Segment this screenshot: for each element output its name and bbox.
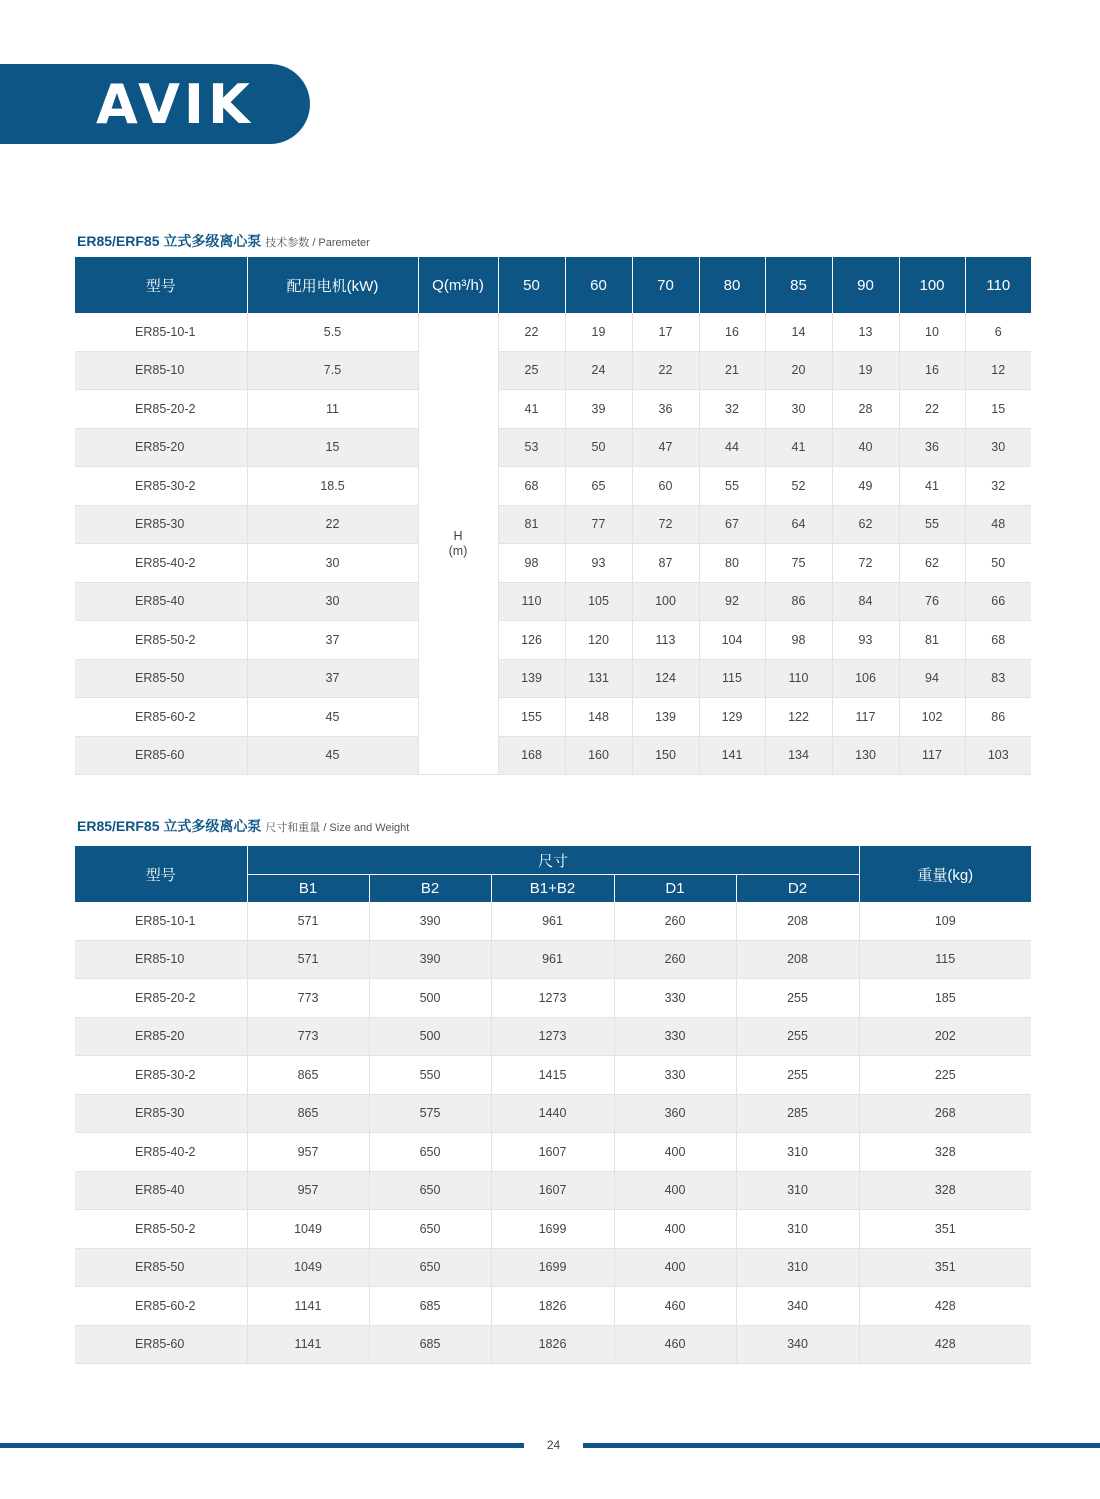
head-value-cell: 10 — [899, 313, 965, 351]
table-row — [75, 1248, 1031, 1287]
head-value-cell: 93 — [565, 544, 632, 583]
head-value-cell: 106 — [832, 659, 899, 698]
dimension-cell: 340 — [736, 1287, 859, 1326]
head-value-cell: 155 — [498, 698, 565, 737]
dimension-cell: 865 — [247, 1056, 369, 1095]
head-value-cell: 160 — [565, 736, 632, 775]
head-value-cell: 32 — [965, 467, 1031, 506]
dimension-cell: 1440 — [491, 1094, 614, 1133]
weight-cell: 115 — [859, 940, 1031, 979]
dimension-cell: 260 — [614, 940, 736, 979]
head-value-cell: 86 — [965, 698, 1031, 737]
weight-cell: 351 — [859, 1210, 1031, 1249]
dimension-cell: 255 — [736, 979, 859, 1018]
model-cell: ER85-60 — [75, 1325, 247, 1364]
dimension-cell: 1049 — [247, 1210, 369, 1249]
head-value-cell: 98 — [765, 621, 832, 660]
head-value-cell: 17 — [632, 313, 699, 351]
head-value-cell: 81 — [498, 505, 565, 544]
head-value-cell: 41 — [899, 467, 965, 506]
dimension-cell: 208 — [736, 902, 859, 940]
head-value-cell: 72 — [832, 544, 899, 583]
head-value-cell: 50 — [565, 428, 632, 467]
dimension-cell: 650 — [369, 1171, 491, 1210]
motor-cell: 45 — [247, 698, 418, 737]
parameter-title-sub: 技术参数 / Paremeter — [265, 237, 370, 249]
head-value-cell: 87 — [632, 544, 699, 583]
head-value-cell: 39 — [565, 390, 632, 429]
head-value-cell: 36 — [899, 428, 965, 467]
dimension-cell: 650 — [369, 1133, 491, 1172]
header-dim: D1 — [614, 875, 736, 903]
motor-cell: 18.5 — [247, 467, 418, 506]
motor-cell: 11 — [247, 390, 418, 429]
weight-cell: 268 — [859, 1094, 1031, 1133]
size-section-title — [77, 816, 409, 836]
head-value-cell: 22 — [899, 390, 965, 429]
head-value-cell: 55 — [699, 467, 765, 506]
model-cell: ER85-40 — [75, 1171, 247, 1210]
weight-cell: 328 — [859, 1171, 1031, 1210]
model-cell: ER85-40-2 — [75, 1133, 247, 1172]
head-value-cell: 20 — [765, 351, 832, 390]
dimension-cell: 1826 — [491, 1287, 614, 1326]
dimension-cell: 208 — [736, 940, 859, 979]
dimension-cell: 330 — [614, 1056, 736, 1095]
size-title-sub: 尺寸和重量 / Size and Weight — [265, 822, 410, 834]
dimension-cell: 550 — [369, 1056, 491, 1095]
dimension-cell: 571 — [247, 902, 369, 940]
dimension-cell: 390 — [369, 902, 491, 940]
head-value-cell: 47 — [632, 428, 699, 467]
head-value-cell: 36 — [632, 390, 699, 429]
dimension-cell: 685 — [369, 1325, 491, 1364]
table-row — [75, 390, 1031, 429]
head-value-cell: 49 — [832, 467, 899, 506]
table-row — [75, 544, 1031, 583]
head-value-cell: 139 — [498, 659, 565, 698]
footer-rule-right — [583, 1443, 1100, 1448]
header-flow-value: 60 — [565, 257, 632, 313]
dimension-cell: 340 — [736, 1325, 859, 1364]
parameter-title-main: ER85/ERF85 立式多级离心泵 — [77, 233, 262, 249]
head-value-cell: 52 — [765, 467, 832, 506]
dimension-cell: 400 — [614, 1171, 736, 1210]
model-cell: ER85-40 — [75, 582, 247, 621]
head-value-cell: 48 — [965, 505, 1031, 544]
table-row — [75, 1017, 1031, 1056]
dimension-cell: 1415 — [491, 1056, 614, 1095]
dimension-cell: 1699 — [491, 1248, 614, 1287]
head-value-cell: 139 — [632, 698, 699, 737]
head-value-cell: 134 — [765, 736, 832, 775]
table-row — [75, 351, 1031, 390]
head-unit-cell — [418, 313, 498, 775]
head-value-cell: 102 — [899, 698, 965, 737]
model-cell: ER85-10-1 — [75, 313, 247, 351]
motor-cell: 30 — [247, 544, 418, 583]
dimension-cell: 685 — [369, 1287, 491, 1326]
head-value-cell: 19 — [565, 313, 632, 351]
head-value-cell: 15 — [965, 390, 1031, 429]
model-cell: ER85-30-2 — [75, 1056, 247, 1095]
model-cell: ER85-10 — [75, 351, 247, 390]
header-flow-value: 70 — [632, 257, 699, 313]
head-value-cell: 129 — [699, 698, 765, 737]
dimension-cell: 1273 — [491, 1017, 614, 1056]
header-dim: D2 — [736, 875, 859, 903]
weight-cell: 109 — [859, 902, 1031, 940]
head-value-cell: 16 — [699, 313, 765, 351]
dimension-cell: 310 — [736, 1248, 859, 1287]
table-row — [75, 1171, 1031, 1210]
head-value-cell: 62 — [899, 544, 965, 583]
header-dim: B2 — [369, 875, 491, 903]
head-value-cell: 62 — [832, 505, 899, 544]
head-value-cell: 68 — [965, 621, 1031, 660]
footer-rule-left — [0, 1443, 524, 1448]
head-value-cell: 24 — [565, 351, 632, 390]
dimension-cell: 360 — [614, 1094, 736, 1133]
head-value-cell: 50 — [965, 544, 1031, 583]
head-value-cell: 60 — [632, 467, 699, 506]
head-value-cell: 110 — [498, 582, 565, 621]
brand-logo: AVIK — [96, 72, 254, 136]
weight-cell: 428 — [859, 1287, 1031, 1326]
head-value-cell: 75 — [765, 544, 832, 583]
dimension-cell: 773 — [247, 1017, 369, 1056]
table-row — [75, 698, 1031, 737]
model-cell: ER85-50 — [75, 1248, 247, 1287]
head-value-cell: 131 — [565, 659, 632, 698]
motor-cell: 30 — [247, 582, 418, 621]
head-value-cell: 53 — [498, 428, 565, 467]
head-value-cell: 19 — [832, 351, 899, 390]
head-value-cell: 81 — [899, 621, 965, 660]
parameter-table — [75, 257, 1031, 775]
table-row — [75, 902, 1031, 940]
dimension-cell: 571 — [247, 940, 369, 979]
dimension-cell: 957 — [247, 1171, 369, 1210]
model-cell: ER85-60-2 — [75, 1287, 247, 1326]
model-cell: ER85-20-2 — [75, 390, 247, 429]
parameter-section-title — [77, 231, 370, 251]
table-row — [75, 582, 1031, 621]
head-value-cell: 40 — [832, 428, 899, 467]
table-row — [75, 659, 1031, 698]
header-flow-value: 85 — [765, 257, 832, 313]
dimension-cell: 1607 — [491, 1133, 614, 1172]
model-cell: ER85-50-2 — [75, 1210, 247, 1249]
head-value-cell: 130 — [832, 736, 899, 775]
model-cell: ER85-30 — [75, 1094, 247, 1133]
table-row — [75, 1133, 1031, 1172]
head-value-cell: 6 — [965, 313, 1031, 351]
head-value-cell: 22 — [498, 313, 565, 351]
size-header-row — [75, 846, 1031, 875]
weight-cell: 225 — [859, 1056, 1031, 1095]
motor-cell: 15 — [247, 428, 418, 467]
dimension-cell: 310 — [736, 1133, 859, 1172]
head-value-cell: 80 — [699, 544, 765, 583]
head-value-cell: 28 — [832, 390, 899, 429]
dimension-cell: 957 — [247, 1133, 369, 1172]
head-value-cell: 124 — [632, 659, 699, 698]
model-cell: ER85-30-2 — [75, 467, 247, 506]
head-value-cell: 113 — [632, 621, 699, 660]
table-row — [75, 428, 1031, 467]
head-unit-label: H (m) — [448, 528, 468, 558]
weight-cell: 428 — [859, 1325, 1031, 1364]
head-value-cell: 84 — [832, 582, 899, 621]
motor-cell: 7.5 — [247, 351, 418, 390]
table-row — [75, 1094, 1031, 1133]
table-row — [75, 979, 1031, 1018]
model-cell: ER85-50 — [75, 659, 247, 698]
header-model: 型号 — [75, 846, 247, 902]
header-flow-value: 50 — [498, 257, 565, 313]
head-value-cell: 66 — [965, 582, 1031, 621]
dimension-cell: 255 — [736, 1017, 859, 1056]
dimension-cell: 260 — [614, 902, 736, 940]
header-flow-value: 110 — [965, 257, 1031, 313]
head-value-cell: 120 — [565, 621, 632, 660]
dimension-cell: 1699 — [491, 1210, 614, 1249]
dimension-cell: 255 — [736, 1056, 859, 1095]
head-value-cell: 126 — [498, 621, 565, 660]
head-value-cell: 86 — [765, 582, 832, 621]
dimension-cell: 865 — [247, 1094, 369, 1133]
model-cell: ER85-10 — [75, 940, 247, 979]
head-value-cell: 14 — [765, 313, 832, 351]
model-cell: ER85-60-2 — [75, 698, 247, 737]
brand-banner — [0, 64, 310, 144]
head-value-cell: 150 — [632, 736, 699, 775]
dimension-cell: 330 — [614, 1017, 736, 1056]
dimension-cell: 650 — [369, 1248, 491, 1287]
model-cell: ER85-10-1 — [75, 902, 247, 940]
dimension-cell: 310 — [736, 1171, 859, 1210]
head-value-cell: 92 — [699, 582, 765, 621]
head-value-cell: 93 — [832, 621, 899, 660]
table-row — [75, 467, 1031, 506]
motor-cell: 37 — [247, 621, 418, 660]
header-flow-value: 100 — [899, 257, 965, 313]
head-value-cell: 77 — [565, 505, 632, 544]
dimension-cell: 1607 — [491, 1171, 614, 1210]
model-cell: ER85-20-2 — [75, 979, 247, 1018]
model-cell: ER85-60 — [75, 736, 247, 775]
table-row — [75, 1210, 1031, 1249]
header-dim: B1+B2 — [491, 875, 614, 903]
head-value-cell: 98 — [498, 544, 565, 583]
dimension-cell: 500 — [369, 979, 491, 1018]
head-value-cell: 64 — [765, 505, 832, 544]
head-value-cell: 65 — [565, 467, 632, 506]
dimension-cell: 650 — [369, 1210, 491, 1249]
dimension-cell: 390 — [369, 940, 491, 979]
head-value-cell: 16 — [899, 351, 965, 390]
head-value-cell: 83 — [965, 659, 1031, 698]
head-value-cell: 72 — [632, 505, 699, 544]
head-value-cell: 141 — [699, 736, 765, 775]
head-value-cell: 103 — [965, 736, 1031, 775]
header-motor: 配用电机(kW) — [247, 257, 418, 313]
head-value-cell: 117 — [899, 736, 965, 775]
dimension-cell: 1141 — [247, 1325, 369, 1364]
dimension-cell: 961 — [491, 902, 614, 940]
table-row — [75, 1325, 1031, 1364]
size-title-main: ER85/ERF85 立式多级离心泵 — [77, 818, 262, 834]
header-dimension-group: 尺寸 — [247, 846, 859, 875]
dimension-cell: 400 — [614, 1210, 736, 1249]
motor-cell: 5.5 — [247, 313, 418, 351]
head-value-cell: 148 — [565, 698, 632, 737]
head-value-cell: 25 — [498, 351, 565, 390]
weight-cell: 328 — [859, 1133, 1031, 1172]
header-model: 型号 — [75, 257, 247, 313]
head-value-cell: 12 — [965, 351, 1031, 390]
table-row — [75, 621, 1031, 660]
dimension-cell: 961 — [491, 940, 614, 979]
header-flow: Q(m³/h) — [418, 257, 498, 313]
head-value-cell: 100 — [632, 582, 699, 621]
weight-cell: 185 — [859, 979, 1031, 1018]
motor-cell: 37 — [247, 659, 418, 698]
head-value-cell: 76 — [899, 582, 965, 621]
dimension-cell: 575 — [369, 1094, 491, 1133]
head-value-cell: 168 — [498, 736, 565, 775]
dimension-cell: 773 — [247, 979, 369, 1018]
head-value-cell: 41 — [765, 428, 832, 467]
head-value-cell: 105 — [565, 582, 632, 621]
head-value-cell: 22 — [632, 351, 699, 390]
model-cell: ER85-50-2 — [75, 621, 247, 660]
head-value-cell: 122 — [765, 698, 832, 737]
header-dim: B1 — [247, 875, 369, 903]
head-value-cell: 94 — [899, 659, 965, 698]
dimension-cell: 460 — [614, 1287, 736, 1326]
dimension-cell: 285 — [736, 1094, 859, 1133]
dimension-cell: 1826 — [491, 1325, 614, 1364]
model-cell: ER85-40-2 — [75, 544, 247, 583]
weight-cell: 202 — [859, 1017, 1031, 1056]
head-value-cell: 30 — [765, 390, 832, 429]
table-row — [75, 940, 1031, 979]
head-value-cell: 41 — [498, 390, 565, 429]
model-cell: ER85-20 — [75, 428, 247, 467]
head-value-cell: 13 — [832, 313, 899, 351]
page-number: 24 — [546, 1438, 561, 1452]
dimension-cell: 310 — [736, 1210, 859, 1249]
table-row — [75, 1056, 1031, 1095]
head-value-cell: 68 — [498, 467, 565, 506]
dimension-cell: 500 — [369, 1017, 491, 1056]
motor-cell: 45 — [247, 736, 418, 775]
dimension-cell: 1049 — [247, 1248, 369, 1287]
parameter-header-row — [75, 257, 1031, 313]
dimension-cell: 400 — [614, 1248, 736, 1287]
model-cell: ER85-30 — [75, 505, 247, 544]
head-value-cell: 110 — [765, 659, 832, 698]
weight-cell: 351 — [859, 1248, 1031, 1287]
head-value-cell: 117 — [832, 698, 899, 737]
table-row — [75, 313, 1031, 351]
head-value-cell: 30 — [965, 428, 1031, 467]
head-value-cell: 67 — [699, 505, 765, 544]
header-flow-value: 90 — [832, 257, 899, 313]
model-cell: ER85-20 — [75, 1017, 247, 1056]
header-flow-value: 80 — [699, 257, 765, 313]
dimension-cell: 1141 — [247, 1287, 369, 1326]
dimension-cell: 1273 — [491, 979, 614, 1018]
size-weight-table — [75, 846, 1031, 1364]
dimension-cell: 400 — [614, 1133, 736, 1172]
head-value-cell: 32 — [699, 390, 765, 429]
table-row — [75, 505, 1031, 544]
head-value-cell: 44 — [699, 428, 765, 467]
head-value-cell: 115 — [699, 659, 765, 698]
head-value-cell: 21 — [699, 351, 765, 390]
dimension-cell: 330 — [614, 979, 736, 1018]
head-value-cell: 104 — [699, 621, 765, 660]
header-weight: 重量(kg) — [859, 846, 1031, 902]
dimension-cell: 460 — [614, 1325, 736, 1364]
table-row — [75, 1287, 1031, 1326]
table-row — [75, 736, 1031, 775]
head-value-cell: 55 — [899, 505, 965, 544]
motor-cell: 22 — [247, 505, 418, 544]
